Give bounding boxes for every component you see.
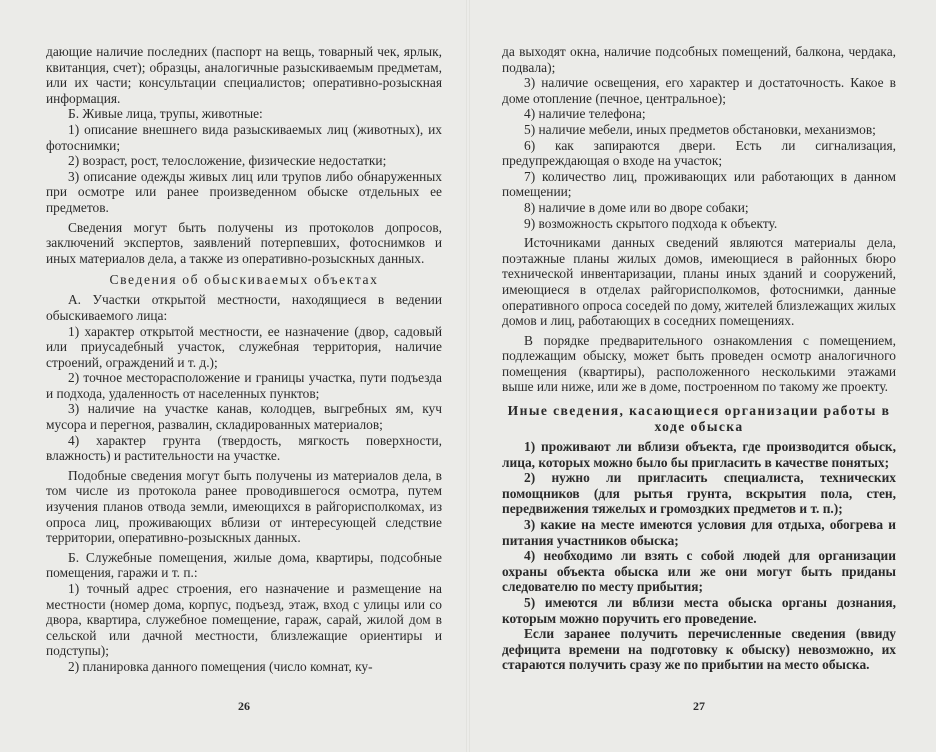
- list-item: 5) наличие мебели, иных предметов обстановки, механизмов;: [524, 121, 876, 137]
- list-item: 4) характер грунта (твердость, мягкость поверхности, влажность) и растительности на участке.: [46, 432, 442, 464]
- list-item: 4) необходимо ли взять с собой людей для организации охраны объекта обыска или же они могут быть приданы следователю по месту прибытия;: [502, 548, 896, 595]
- section-heading: Иные сведения, касающиеся организации работы в ходе обыска: [507, 403, 891, 435]
- list-item: 3) какие на месте имеются условия для отдыха, обогрева и питания участников обыска;: [502, 517, 896, 548]
- paragraph: А. Участки открытой местности, находящиеся в ведении обыскиваемого лица:: [46, 292, 442, 323]
- list-item: 1) проживают ли вблизи объекта, где производится обыск, лица, которых можно было бы пригласить в качестве понятых;: [502, 439, 896, 470]
- paragraph: дающие наличие последних (паспорт на вещь, товарный чек, ярлык, квитанция, счет); образцы, аналогичные разыскиваемым предметам, или их части; консультации специалистов; оперативно-розыскная информация.: [46, 44, 442, 106]
- list-item: 3) описание одежды живых лиц или трупов либо обнаруженных при осмотре или ранее произведенном обыске отдельных ее предметов.: [46, 168, 442, 215]
- list-item: 6) как запираются двери. Есть ли сигнализация, предупреждающая о входе на участок;: [502, 137, 896, 169]
- list-item: 2) планировка данного помещения (число комнат, ку-: [68, 658, 373, 674]
- page-number: 26: [238, 699, 250, 713]
- list-item: 5) имеются ли вблизи места обыска органы дознания, которым можно поручить его проведение.: [502, 595, 896, 626]
- list-item: 8) наличие в доме или во дворе собаки;: [524, 199, 749, 215]
- section-heading: Сведения об обыскиваемых объектах: [109, 272, 379, 288]
- list-item: 1) точный адрес строения, его назначение и размещение на местности (номер дома, корпус, подъезд, этаж, вход с улицы или со двора, квартира, служебное помещение, гараж, сарай, жилой дом в сельской или дачной местности, близлежащие ориентиры и подступы);: [46, 581, 442, 659]
- list-item: 1) характер открытой местности, ее назначение (двор, садовый или приусадебный участок, служебная территория, наличие строений, ограждений и т. д.);: [46, 323, 442, 370]
- right-page-text: [502, 44, 896, 673]
- paragraph: Б. Служебные помещения, жилые дома, квартиры, подсобные помещения, гаражи и т. п.:: [46, 549, 442, 581]
- right-page: [468, 0, 936, 752]
- list-item: 2) нужно ли пригласить специалиста, технических помощников (для рытья грунта, вскрытия пола, стен, передвижения тяжелых и громоздких предметов и т. п.);: [502, 470, 896, 517]
- list-item: 3) наличие на участке канав, колодцев, выгребных ям, куч мусора и перегноя, развалин, складированных материалов;: [46, 401, 442, 433]
- list-item: 2) точное месторасположение и границы участка, пути подъезда и подхода, удаленность от населенных пунктов;: [46, 370, 442, 401]
- list-item: 1) описание внешнего вида разыскиваемых лиц (животных), их фотоснимки;: [46, 121, 442, 153]
- list-item: 9) возможность скрытого подхода к объекту.: [524, 215, 778, 231]
- list-item: 7) количество лиц, проживающих или работающих в данном помещении;: [502, 168, 896, 200]
- paragraph: Источниками данных сведений являются материалы дела, поэтажные планы жилых домов, имеющиеся в районных бюро технической инвентаризации, планы иных зданий и сооружений, имеющиеся в отделах райгорисполкомов, фотоснимки, данные оперативного опроса соседей по дому, жителей близлежащих жилых домов и лиц, работающих в соседних помещениях.: [502, 235, 896, 329]
- paragraph: Если заранее получить перечисленные сведения (ввиду дефицита времени на подготовку к обыску) невозможно, их стараются получить сразу же по прибытии на место обыска.: [502, 626, 896, 673]
- paragraph: В порядке предварительного ознакомления с помещением, подлежащим обыску, может быть проведен осмотр аналогичного помещения (квартиры), расположенного несколькими этажами выше или ниже, или же в доме, построенном по такому же проекту.: [502, 332, 896, 395]
- list-item: 3) наличие освещения, его характер и достаточность. Какое в доме отопление (печное, центральное);: [502, 75, 896, 106]
- paragraph: Б. Живые лица, трупы, животные:: [68, 106, 263, 122]
- paragraph: да выходят окна, наличие подсобных помещений, балкона, чердака, подвала);: [502, 44, 896, 75]
- paragraph: Подобные сведения могут быть получены из материалов дела, в том числе из протокола ранее проводившегося осмотра, путем изучения планов отвода земли, имеющихся в райгорисполкомах, из опроса лиц, проживающих вблизи от интересующей следствие территории, оперативно-розыскных данных.: [46, 467, 442, 546]
- page-number: 27: [693, 699, 705, 713]
- bold-list: [502, 439, 896, 673]
- left-page-text: [46, 44, 442, 675]
- paragraph: Сведения могут быть получены из протоколов допросов, заключений экспертов, заявлений потерпевших, фотоснимков и иных материалов дела, а также из оперативно-розыскных данных.: [46, 219, 442, 266]
- list-item: 4) наличие телефона;: [524, 106, 646, 122]
- list-item: 2) возраст, рост, телосложение, физические недостатки;: [68, 153, 387, 169]
